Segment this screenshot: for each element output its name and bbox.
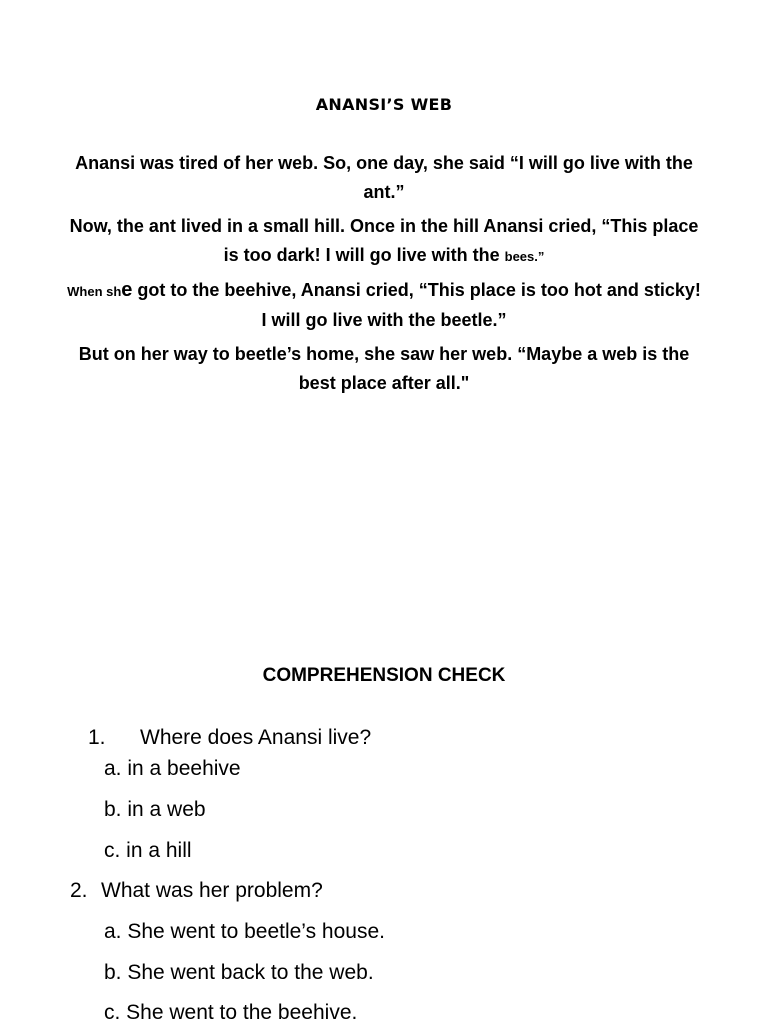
question-1-option-b: b. in a web xyxy=(104,798,206,821)
story-paragraph-2-main: Now, the ant lived in a small hill. Once in the hill Anansi cried, “This place is too dark! I will go live with the xyxy=(69,216,699,265)
question-1-text: Where does Anansi live? xyxy=(140,726,372,749)
question-1-option-c: c. in a hill xyxy=(104,839,192,862)
story-title: ANANSI’S WEB xyxy=(315,95,453,114)
question-2-text: What was her problem? xyxy=(101,879,323,902)
story-paragraph-4: But on her way to beetle’s home, she saw her web. “Maybe a web is the best place after all." xyxy=(78,344,690,393)
story-paragraph-3 xyxy=(64,276,704,335)
question-2-option-b: b. She went back to the web. xyxy=(104,961,374,984)
story-text xyxy=(64,149,704,403)
question-1-option-a: a. in a beehive xyxy=(104,757,241,780)
question-2-option-c: c. She went to the beehive. xyxy=(104,1001,358,1024)
story-paragraph-1: Anansi was tired of her web. So, one day, she said “I will go live with the ant.” xyxy=(75,153,693,202)
story-paragraph-3-big: e xyxy=(121,279,133,301)
comprehension-heading: COMPREHENSION CHECK xyxy=(262,665,506,686)
story-paragraph-3-rest: got to the beehive, Anansi cried, “This place is too hot and sticky! I will go live with the beetle.” xyxy=(132,280,701,330)
story-paragraph-2-small: bees.” xyxy=(504,249,545,264)
question-2-option-a: a. She went to beetle’s house. xyxy=(104,920,385,943)
question-2 xyxy=(70,879,323,903)
question-1-number: 1. xyxy=(88,726,106,749)
question-2-number: 2. xyxy=(70,879,88,902)
question-1 xyxy=(88,726,371,750)
story-paragraph-2 xyxy=(64,212,704,271)
story-paragraph-3-small: When sh xyxy=(67,284,122,299)
